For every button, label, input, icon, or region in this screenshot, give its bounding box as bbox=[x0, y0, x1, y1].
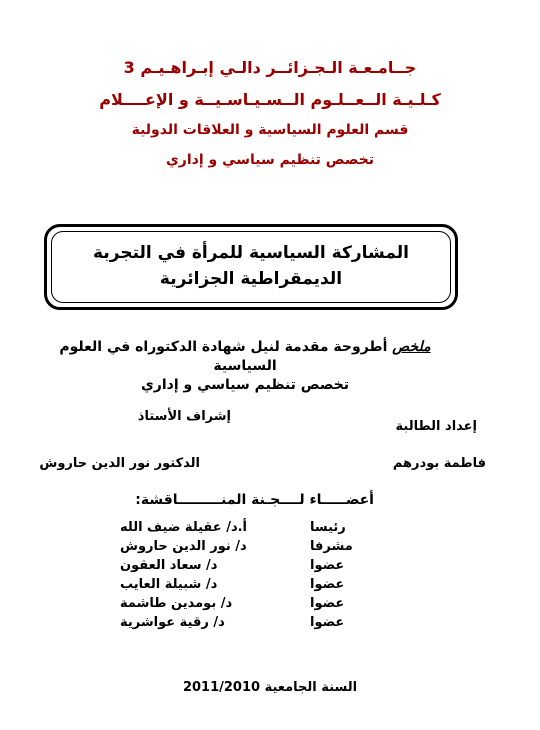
committee-member bbox=[120, 615, 360, 634]
committee-member bbox=[120, 596, 360, 615]
academic-year: السنة الجامعية 2011/2010 bbox=[182, 680, 358, 695]
member-role: عضوا bbox=[310, 596, 345, 611]
member-name: د/ رقية عواشرية bbox=[120, 615, 225, 630]
abstract-description bbox=[30, 338, 460, 395]
university-name: جــامـعـة الـجـزائــر دالـي إبـراهـيـم 3 bbox=[123, 58, 417, 77]
committee-heading: أعضـــــاء لــــجـنة المنـــــــــاقشة: bbox=[135, 492, 374, 508]
member-role: مشرفا bbox=[310, 539, 353, 554]
abstract-specialty: تخصص تنظيم سياسي و إداري bbox=[140, 377, 350, 393]
member-role: عضوا bbox=[310, 577, 345, 592]
abstract-line-1 bbox=[30, 338, 460, 376]
committee-member bbox=[120, 577, 360, 596]
committee-member bbox=[120, 520, 360, 539]
thesis-title: المشاركة السياسية للمرأة في التجربة الديمقراطية الجزائرية bbox=[93, 243, 409, 289]
member-name: د/ سعاد العقون bbox=[120, 558, 218, 573]
committee-member bbox=[120, 558, 360, 577]
committee-member bbox=[120, 539, 360, 558]
member-name: د/ شبيلة العايب bbox=[120, 577, 218, 592]
faculty-name: كـلـيـة الــعــلـوم الــسـيـاسـيــة و الإعــــلام bbox=[99, 90, 441, 109]
member-role: عضوا bbox=[310, 558, 345, 573]
supervisor-name: الدكتور نور الدين حاروش bbox=[39, 456, 200, 471]
student-name: فاطمة بودرهم bbox=[392, 456, 486, 471]
member-name: د/ نور الدين حاروش bbox=[120, 539, 247, 554]
member-role: عضوا bbox=[310, 615, 345, 630]
committee-list bbox=[120, 520, 360, 634]
abstract-rest: أطروحة مقدمة لنيل شهادة الدكتوراه في العلوم السياسية bbox=[59, 339, 388, 374]
specialty-name: تخصص تنظيم سياسي و إداري bbox=[165, 152, 375, 168]
member-name: أ.د/ عقيلة ضيف الله bbox=[120, 520, 248, 535]
prepared-by-label: إعداد الطالبة bbox=[395, 419, 477, 434]
supervisor-label: إشراف الأستاذ bbox=[137, 409, 231, 424]
department-name: قسم العلوم السياسية و العلاقات الدولية bbox=[131, 122, 409, 138]
abstract-keyword: ملخص bbox=[392, 339, 431, 355]
member-role: رئيسا bbox=[310, 520, 346, 535]
member-name: د/ بومدين طاشمة bbox=[120, 596, 233, 611]
